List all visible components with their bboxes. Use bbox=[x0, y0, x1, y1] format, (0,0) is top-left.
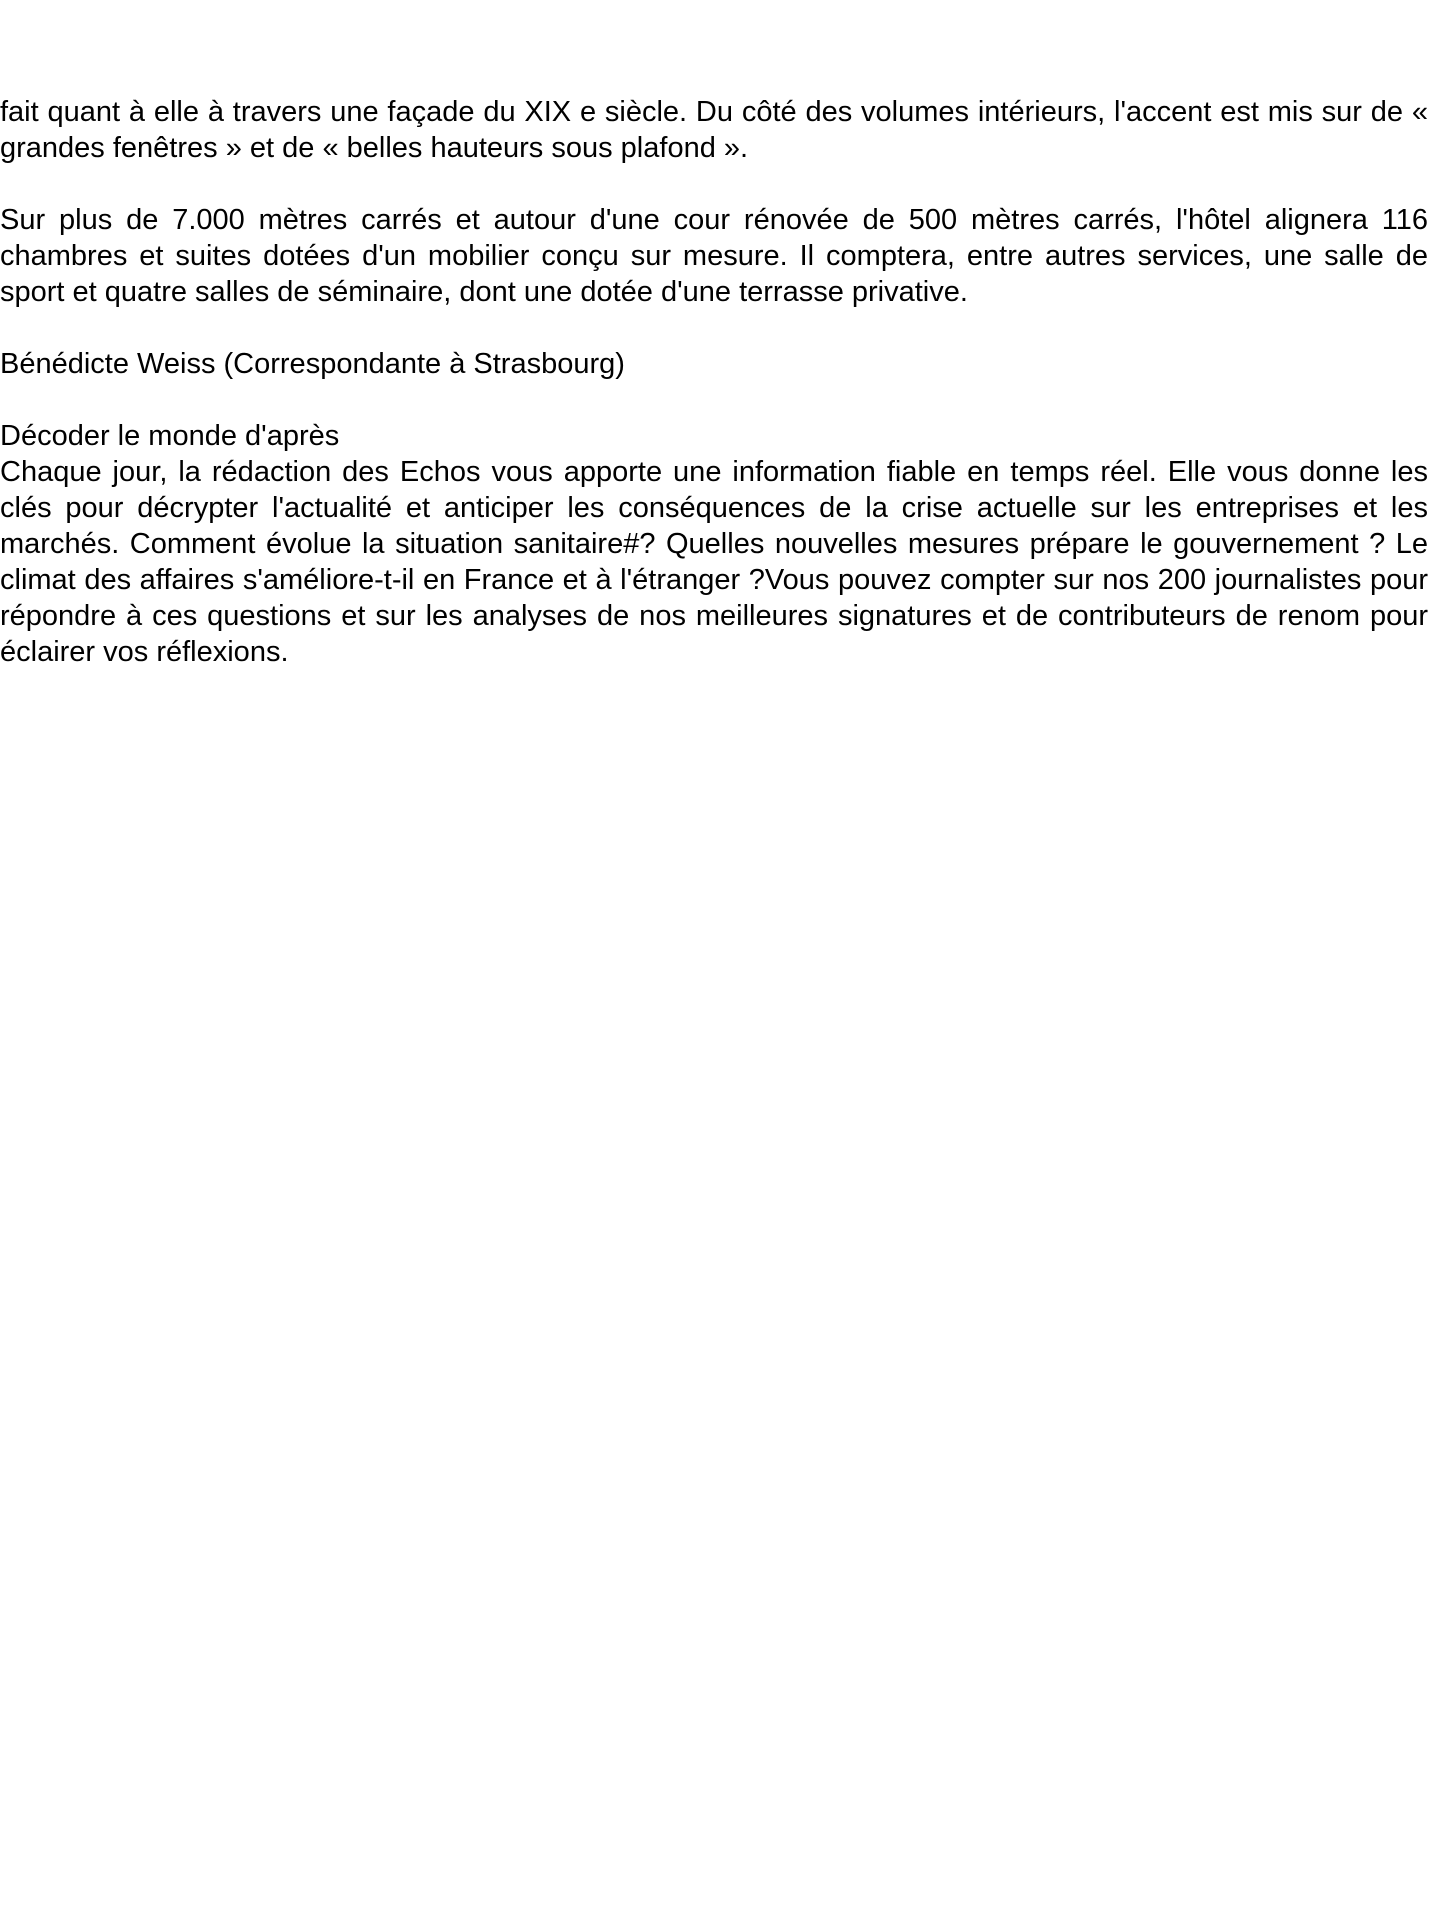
promo-text: Chaque jour, la rédaction des Echos vous apporte une information fiable en temps réel. Elle vous donne les clés pour décrypter l'actualité et anticiper les conséquences de la crise actuelle sur les entreprises et les marchés. Comment évolue la situation sanitaire#? Quelles nouvelles mesures prépare le gouvernement ? Le climat des affaires s'améliore-t-il en France et à l'étranger ?Vous pouvez compter sur nos 200 journalistes pour répondre à ces questions et sur les analyses de nos meilleures signatures et de contributeurs de renom pour éclairer vos réflexions. bbox=[0, 456, 1428, 668]
paragraph-spacer bbox=[0, 310, 1428, 346]
paragraph-hotel-details: Sur plus de 7.000 mètres carrés et autour d'une cour rénovée de 500 mètres carrés, l'hôtel alignera 116 chambres et suites dotées d'un mobilier conçu sur mesure. Il comptera, entre autres services, une salle de sport et quatre salles de séminaire, dont une dotée d'une terrasse privative. bbox=[0, 204, 1428, 308]
document-page bbox=[0, 94, 1428, 670]
paragraph-spacer bbox=[0, 166, 1428, 202]
author-byline: Bénédicte Weiss (Correspondante à Strasbourg) bbox=[0, 348, 625, 380]
promo-title: Décoder le monde d'après bbox=[0, 420, 340, 452]
paragraph-facade: fait quant à elle à travers une façade du XIX e siècle. Du côté des volumes intérieurs, l'accent est mis sur de « grandes fenêtres » et de « belles hauteurs sous plafond ». bbox=[0, 96, 1428, 164]
paragraph-spacer bbox=[0, 382, 1428, 418]
